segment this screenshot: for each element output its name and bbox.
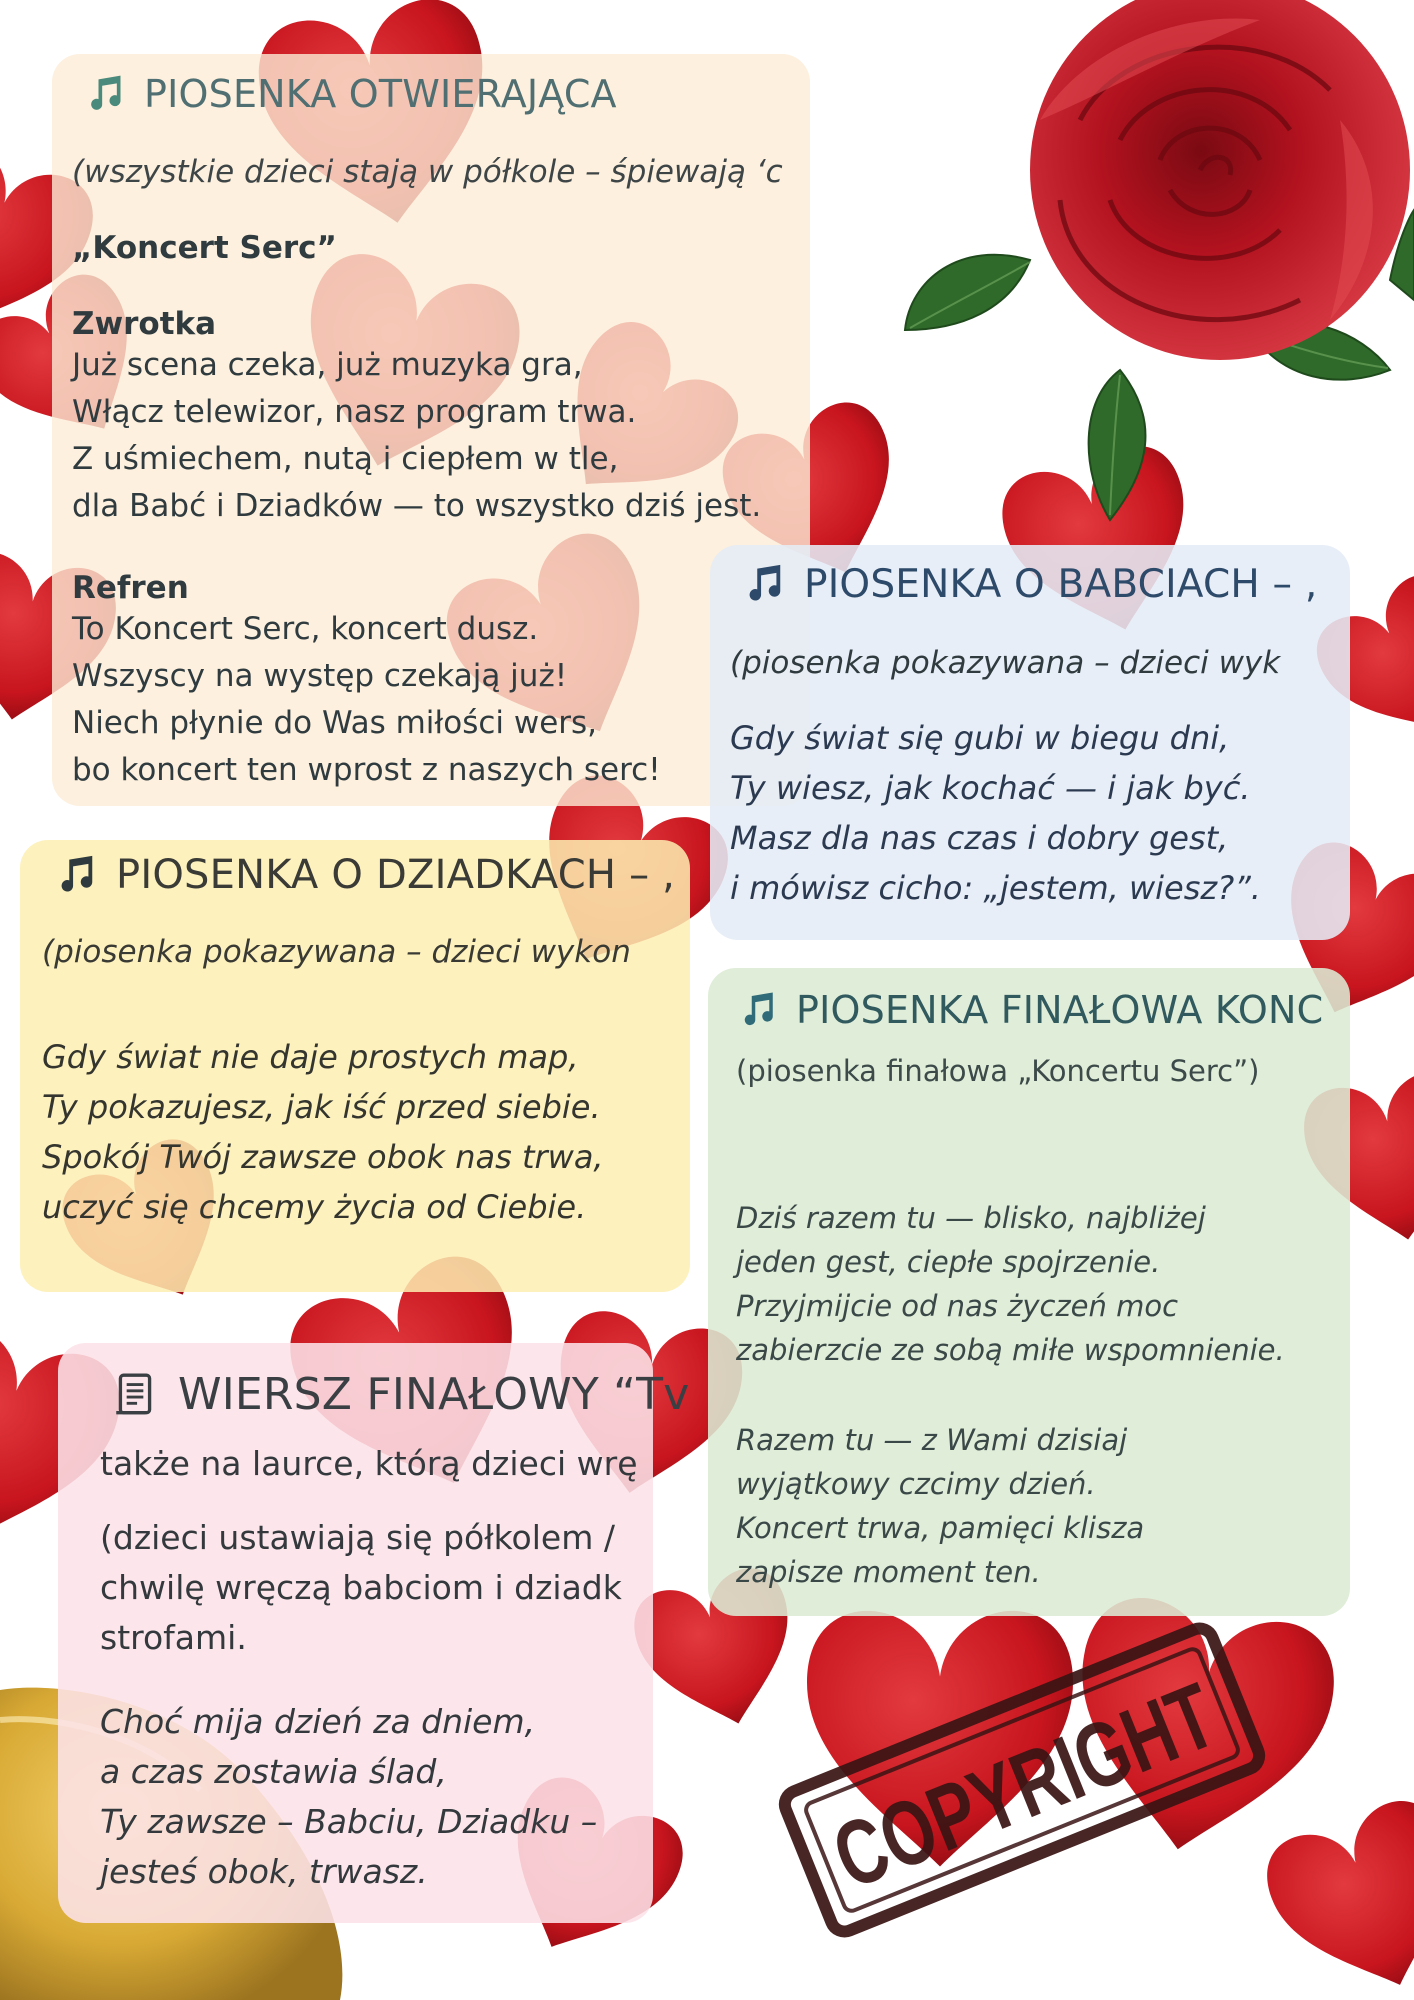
grandmothers-song-card: [710, 545, 1350, 940]
music-note-icon: [52, 852, 98, 898]
verse-line: Włącz telewizor, nasz program trwa.: [72, 394, 637, 430]
verse-label: Zwrotka: [72, 306, 217, 342]
poem-line: a czas zostawia ślad,: [100, 1752, 447, 1791]
song-line: Koncert trwa, pamięci klisza: [736, 1511, 1145, 1545]
grandmothers-song-intro: (piosenka pokazywana – dzieci wyk: [730, 645, 1281, 681]
song-line: Przyjmijcie od nas życzeń moc: [736, 1289, 1179, 1323]
song-line: Razem tu — z Wami dzisiaj: [736, 1423, 1128, 1457]
poem-line: jesteś obok, trwasz.: [100, 1852, 428, 1891]
opening-song-name: „Koncert Serc”: [72, 230, 337, 266]
grandmothers-song-title: PIOSENKA O BABCIACH – ,: [804, 561, 1318, 607]
song-line: zabierzcie ze sobą miłe wspomnienie.: [736, 1333, 1285, 1367]
finale-song-stanza-2: [736, 1418, 1350, 1594]
grandfathers-song-intro: (piosenka pokazywana – dzieci wykon: [42, 934, 631, 970]
note-line: chwilę wręczą babciom i dziadk: [100, 1568, 622, 1607]
poem-line: Ty zawsze – Babciu, Dziadku –: [100, 1802, 598, 1841]
chorus-line: Niech płynie do Was miłości wers,: [72, 705, 598, 741]
opening-song-intro: (wszystkie dzieci stają w półkole – śpiewają ‘c: [72, 154, 783, 190]
music-note-icon: [82, 72, 126, 116]
finale-poem-lines: [100, 1697, 653, 1897]
chorus-line: bo koncert ten wprost z naszych serc!: [72, 752, 661, 788]
grandfathers-song-title: PIOSENKA O DZIADKACH – ,: [116, 852, 676, 898]
song-line: Ty pokazujesz, jak iść przed siebie.: [42, 1088, 601, 1126]
opening-song-header: [82, 72, 810, 116]
verse-lines: [72, 342, 810, 530]
note-line: (dzieci ustawiają się półkolem /: [100, 1518, 615, 1557]
chorus-lines: [72, 606, 810, 794]
chorus-line: To Koncert Serc, koncert dusz.: [72, 611, 539, 647]
finale-song-intro: (piosenka finałowa „Koncertu Serc”): [736, 1054, 1260, 1088]
finale-song-card: [708, 968, 1350, 1616]
finale-song-title: PIOSENKA FINAŁOWA KONC: [796, 988, 1324, 1032]
song-line: zapisze moment ten.: [736, 1555, 1041, 1589]
grandfathers-song-card: [20, 840, 690, 1292]
music-note-icon: [736, 989, 778, 1031]
grandmothers-song-lines: [730, 713, 1350, 913]
finale-poem-title: WIERSZ FINAŁOWY “Tv: [178, 1369, 690, 1420]
song-line: uczyć się chcemy życia od Ciebie.: [42, 1188, 587, 1226]
finale-poem-card: [58, 1343, 690, 1923]
song-line: Dziś razem tu — blisko, najbliżej: [736, 1201, 1206, 1235]
poem-line: Choć mija dzień za dniem,: [100, 1702, 536, 1741]
song-line: Masz dla nas czas i dobry gest,: [730, 819, 1229, 857]
opening-song-title: PIOSENKA OTWIERAJĄCA: [144, 72, 617, 116]
song-line: Gdy świat nie daje prostych map,: [42, 1038, 579, 1076]
song-line: Gdy świat się gubi w biegu dni,: [730, 719, 1230, 757]
verse-line: Już scena czeka, już muzyka gra,: [72, 347, 583, 383]
finale-poem-note: [100, 1513, 653, 1663]
finale-song-stanza-1: [736, 1196, 1350, 1372]
copyright-stamp: [762, 1609, 1366, 1950]
finale-poem-intro: także na laurce, którą dzieci wrę: [100, 1444, 638, 1483]
song-line: i mówisz cicho: „jestem, wiesz?”.: [730, 869, 1261, 907]
music-note-icon: [740, 561, 786, 607]
chorus-label: Refren: [72, 570, 189, 606]
song-line: Spokój Twój zawsze obok nas trwa,: [42, 1138, 604, 1176]
grandfathers-song-lines: [42, 1032, 690, 1232]
verse-line: dla Babć i Dziadków — to wszystko dziś jest.: [72, 488, 762, 524]
scroll-icon: [110, 1370, 160, 1420]
song-line: jeden gest, ciepłe spojrzenie.: [736, 1245, 1161, 1279]
stamp-text: COPYRIGHT: [820, 1609, 1366, 1909]
grandmothers-song-header: [740, 561, 1350, 607]
song-line: wyjątkowy czcimy dzień.: [736, 1467, 1096, 1501]
grandfathers-song-header: [52, 852, 690, 898]
finale-song-header: [736, 988, 1350, 1032]
chorus-line: Wszyscy na występ czekają już!: [72, 658, 568, 694]
song-line: Ty wiesz, jak kochać — i jak być.: [730, 769, 1251, 807]
verse-line: Z uśmiechem, nutą i ciepłem w tle,: [72, 441, 619, 477]
note-line: strofami.: [100, 1618, 247, 1657]
opening-song-card: [52, 54, 810, 806]
finale-poem-header: [110, 1369, 690, 1420]
